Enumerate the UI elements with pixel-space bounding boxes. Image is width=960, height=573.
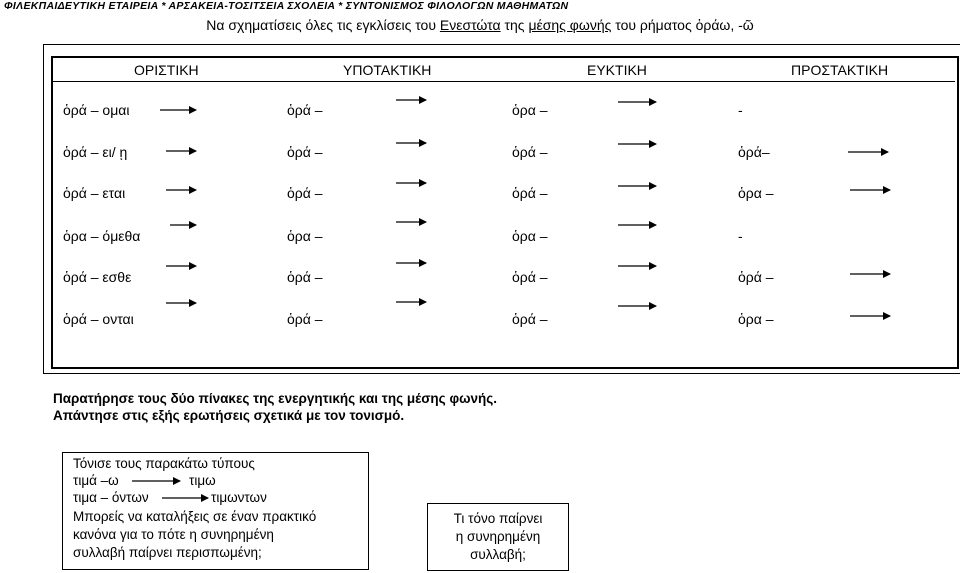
cell-imperative: -	[738, 228, 743, 244]
question-box-contraction	[427, 503, 569, 571]
cell-subjunctive[interactable]: ὁρά –	[287, 269, 323, 285]
cell-imperative[interactable]: ὁρα –	[738, 185, 774, 201]
cell-indicative: ὁρά – εσθε	[63, 269, 132, 285]
cell-subjunctive[interactable]: ὁρά –	[287, 144, 323, 160]
box1-word-timo[interactable]: τιμω	[189, 473, 216, 488]
cell-optative[interactable]: ὁρα –	[512, 228, 548, 244]
cell-optative[interactable]: ὁρά –	[512, 144, 548, 160]
instruction-line-2: Απάντησε στις εξής ερωτήσεις σχετικά με τον τονισμό.	[53, 408, 405, 423]
school-header: ΦΙΛΕΚΠΑΙΔΕΥΤΙΚΗ ΕΤΑΙΡΕΙΑ * ΑΡΣΑΚΕΙΑ-ΤΟΣΙΤΣΕΙΑ ΣΧΟΛΕΙΑ * ΣΥΝΤΟΝΙΣΜΟΣ ΦΙΛΟΛΟΓΩΝ ΜΑΘΗΜΑΤΩΝ	[4, 0, 569, 12]
cell-subjunctive[interactable]: ὁρά –	[287, 102, 323, 118]
box2-line-3: συλλαβή;	[470, 547, 526, 562]
cell-indicative: ὁρα – όμεθα	[63, 228, 141, 244]
cell-indicative: ὁρά – εται	[63, 185, 126, 201]
exercise-title: Να σχηματίσεις όλες τις εγκλίσεις του Ενεστώτα της μέσης φωνής του ρήματος ὁράω, -ῶ	[206, 17, 754, 33]
instruction-line-1: Παρατήρησε τους δύο πίνακες της ενεργητικής και της μέσης φωνής.	[53, 391, 498, 406]
cell-subjunctive[interactable]: ὁρα –	[287, 228, 323, 244]
cell-subjunctive[interactable]: ὁρά –	[287, 185, 323, 201]
box1-word-tima-o: τιμά –ω	[73, 473, 119, 488]
cell-imperative[interactable]: ὁρά –	[738, 269, 774, 285]
box1-line-6: συλλαβή παίρνει περισπωμένη;	[73, 545, 262, 560]
col-optative: ΕΥΚΤΙΚΗ	[587, 62, 647, 78]
cell-imperative: -	[738, 102, 743, 118]
box2-line-1: Τι τόνο παίρνει	[453, 511, 543, 526]
cell-optative[interactable]: ὁρα –	[512, 102, 548, 118]
col-imperative: ΠΡΟΣΤΑΚΤΙΚΗ	[791, 62, 889, 78]
middle-voice-term: μέσης φωνής	[528, 17, 612, 33]
cell-imperative[interactable]: ὁρα –	[738, 311, 774, 327]
box1-line-4: Μπορείς να καταλήξεις σε έναν πρακτικό	[73, 509, 317, 524]
cell-indicative: ὁρά – ονται	[63, 311, 134, 327]
question-box-accent	[62, 452, 369, 570]
box1-line-5: κανόνα για το πότε η συνηρημένη	[73, 527, 274, 542]
cell-optative[interactable]: ὁρά –	[512, 269, 548, 285]
cell-optative[interactable]: ὁρά –	[512, 185, 548, 201]
box2-line-2: η συνηρημένη	[455, 529, 541, 544]
box1-word-tima-onton: τιμα – όντων	[73, 490, 149, 505]
cell-indicative: ὁρά – ομαι	[63, 102, 130, 118]
cell-imperative[interactable]: ὁρά–	[738, 144, 770, 160]
present-tense-term: Ενεστώτα	[439, 17, 501, 33]
box1-word-timonton[interactable]: τιμωντων	[211, 490, 267, 505]
col-indicative: ΟΡΙΣΤΙΚΗ	[134, 62, 199, 78]
box1-line-1: Τόνισε τους παρακάτω τύπους	[73, 456, 255, 471]
cell-indicative: ὁρά – ει/ ῃ	[63, 144, 128, 160]
cell-subjunctive[interactable]: ὁρά –	[287, 311, 323, 327]
cell-optative[interactable]: ὁρά –	[512, 311, 548, 327]
col-subjunctive: ΥΠΟΤΑΚΤΙΚΗ	[343, 62, 432, 78]
